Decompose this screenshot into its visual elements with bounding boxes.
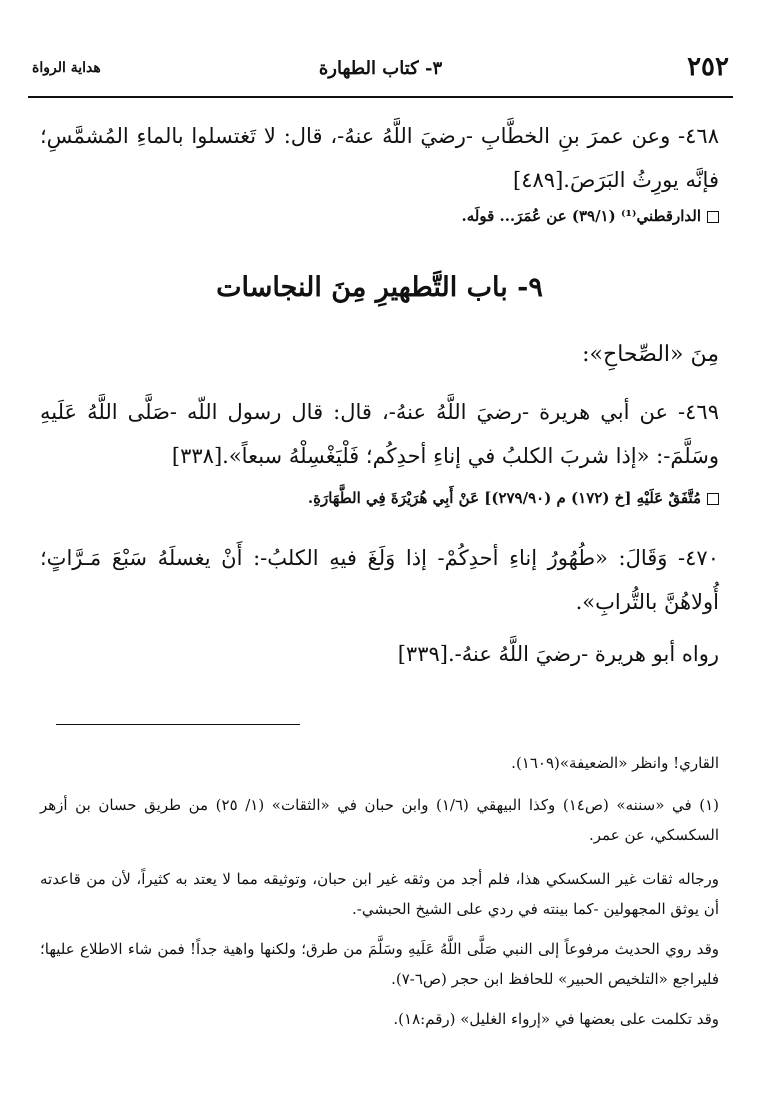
footnote-1: (١) في «سننه» (ص١٤) وكذا البيهقي (١/٦) وابن حبان في «الثقات» (١/ ٢٥) من طريق حسان بن أزهر السكسكي، عن عمر. (40, 796, 719, 844)
footnote-paragraph-3: وقد روي الحديث مرفوعاً إلى النبي صَلَّى اللَّهُ عَلَيهِ وسَلَّمَ من طرق؛ ولكنها واهية جداً! فمن شاء الاطلاع عليها؛ فليراجع «التلخيص الحبير» للحافظ ابن حجر (ص٦-٧). (40, 940, 719, 988)
hadith-470-text: ٤٧٠- وَقَالَ: «طُهُورُ إناءِ أحدِكُمْ- إذا وَلَغَ فيهِ الكلبُ-: أَنْ يغسلَهُ سَبْعَ مَـرَّاتٍ؛ أُولاهُنَّ بالتُّرابِ». (40, 546, 719, 614)
chapter-heading: ٣- كتاب الطهارة (318, 58, 443, 79)
hadith-469-source: مُتَّفَقٌ عَلَيْهِ [خ (١٧٢) م (٢٧٩/٩٠)] عَنْ أَبِي هُرَيْرَةَ فِي الطَّهَارَةِ. (40, 487, 719, 509)
hadith-468-text: ٤٦٨- وعن عمرَ بنِ الخطَّابِ -رضيَ اللَّهُ عنهُ-، قال: لا تَغتسلوا بالماءِ المُشمَّسِ؛ فإنَّه يورِثُ البَرَصَ.[٤٨٩] (40, 124, 719, 192)
footnote-continuation: القاري! وانظر «الضعيفة»(١٦٠٩). (511, 754, 719, 772)
hadith-468-source: الدارقطني⁽¹⁾ (٣٩/١) عن عُمَرَ... قولَه. (40, 205, 719, 227)
box-bullet-icon (707, 211, 719, 223)
footnote-paragraph-2: ورجاله ثقات غير السكسكي هذا، فلم أجد من وثقه غير ابن حبان، وتوثيقه مما لا يعتد به كثيراً، لأن من قاعدته أن يوثق المجهولين -كما بينته في ردي على الشيخ الحبشي-. (40, 870, 719, 918)
hadith-470-narrator: رواه أبو هريرة -رضيَ اللَّهُ عنهُ-.[٣٣٩] (397, 642, 719, 666)
footnote-paragraph-4: وقد تكلمت على بعضها في «إرواء الغليل» (رقم:١٨). (393, 1010, 719, 1028)
section-label: مِنَ «الصِّحاحِ»: (582, 342, 719, 367)
box-bullet-icon (707, 493, 719, 505)
running-header (32, 52, 729, 92)
chapter-title: ٩- باب التَّطهيرِ مِنَ النجاسات (216, 272, 543, 303)
book-title: هداية الرواة (32, 60, 101, 76)
hadith-469-text: ٤٦٩- عن أبي هريرة -رضيَ اللَّهُ عنهُ-، قال: قال رسول اللّه -صَلَّى اللَّهُ عَلَيهِ وسَلَّمَ-: «إذا شربَ الكلبُ في إناءِ أحدِكُم؛ فَلْيَغْسِلْهُ سبعاً».[٣٣٨] (40, 400, 719, 468)
footnote-rule (56, 724, 300, 725)
page-number: ٢٥٢ (687, 52, 729, 82)
header-rule (28, 96, 733, 98)
